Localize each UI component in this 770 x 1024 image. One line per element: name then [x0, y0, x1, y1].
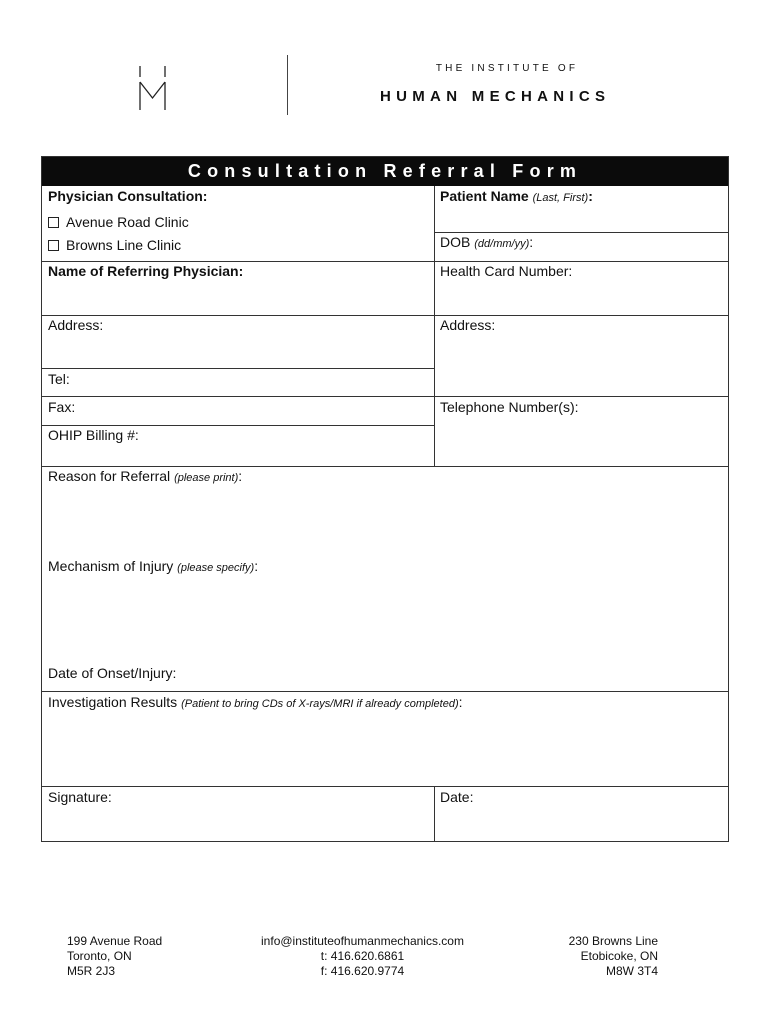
footer-phone: t: 416.620.6861: [320, 949, 405, 963]
physician-address-field[interactable]: Address:: [48, 317, 104, 333]
header-divider: [287, 55, 288, 115]
reason-for-referral-field[interactable]: [48, 468, 242, 484]
patient-name-label: Patient Name: [440, 188, 529, 204]
row-divider-onset: [42, 691, 728, 692]
row-divider-ohip: [42, 466, 728, 467]
patient-name-hint: (Last, First): [532, 192, 589, 204]
dob-hint: (dd/mm/yy): [474, 238, 530, 250]
footer-email[interactable]: info@instituteofhumanmechanics.com: [261, 934, 464, 948]
form-title: Consultation Referral Form: [42, 157, 728, 186]
footer-right-line: Etobicoke, ON: [580, 949, 658, 963]
row-divider-patient-name: [434, 232, 728, 233]
referral-form: [41, 156, 729, 842]
option-avenue-road-label: Avenue Road Clinic: [66, 214, 189, 230]
row-divider-fax: [42, 425, 434, 426]
patient-address-field[interactable]: Address:: [440, 317, 496, 333]
dob-label: DOB: [440, 234, 471, 250]
patient-name-field[interactable]: [440, 188, 593, 204]
date-of-onset-field[interactable]: Date of Onset/Injury:: [48, 665, 177, 681]
mechanism-of-injury-field[interactable]: [48, 558, 258, 574]
column-divider-bottom: [434, 786, 435, 842]
footer-contact: [240, 934, 485, 979]
row-divider-address: [42, 368, 434, 369]
institute-name-line1: THE INSTITUTE OF: [435, 63, 579, 74]
date-field[interactable]: Date:: [440, 789, 474, 805]
dob-suffix: :: [529, 234, 534, 250]
row-divider-physician-name: [42, 315, 728, 316]
row-divider-tel: [42, 396, 728, 397]
footer-right-line: 230 Browns Line: [568, 934, 658, 948]
mechanism-suffix: :: [254, 558, 259, 574]
footer-left-line: 199 Avenue Road: [67, 934, 163, 948]
footer-fax: f: 416.620.9774: [320, 964, 405, 978]
health-card-field[interactable]: Health Card Number:: [440, 263, 573, 279]
footer-left-line: Toronto, ON: [67, 949, 132, 963]
fax-field[interactable]: Fax:: [48, 399, 76, 415]
patient-name-suffix: :: [588, 188, 593, 204]
ohip-billing-field[interactable]: OHIP Billing #:: [48, 427, 139, 443]
option-avenue-road[interactable]: [48, 214, 189, 230]
footer-left-line: M5R 2J3: [67, 964, 116, 978]
reason-hint: (please print): [174, 472, 239, 484]
referring-physician-field[interactable]: Name of Referring Physician:: [48, 263, 244, 279]
checkbox-avenue-road[interactable]: [48, 217, 59, 228]
signature-field[interactable]: Signature:: [48, 789, 112, 805]
reason-label: Reason for Referral: [48, 468, 171, 484]
footer-right-line: M8W 3T4: [605, 964, 658, 978]
physician-consultation-label: Physician Consultation:: [48, 188, 208, 204]
tel-field[interactable]: Tel:: [48, 371, 70, 387]
investigation-hint: (Patient to bring CDs of X-rays/MRI if already completed): [181, 698, 459, 710]
mechanism-hint: (please specify): [177, 562, 255, 574]
institute-name-line2: HUMAN MECHANICS: [380, 88, 611, 105]
investigation-suffix: :: [458, 694, 463, 710]
reason-suffix: :: [238, 468, 243, 484]
hm-monogram-icon: [137, 64, 169, 112]
investigation-label: Investigation Results: [48, 694, 178, 710]
footer-address-browns-line: [500, 934, 658, 979]
row-divider-consultation: [42, 261, 728, 262]
row-divider-investigation: [42, 786, 728, 787]
option-browns-line-label: Browns Line Clinic: [66, 237, 182, 253]
column-divider-top: [434, 186, 435, 467]
footer-address-avenue-road: [67, 934, 162, 979]
dob-field[interactable]: [440, 234, 533, 250]
mechanism-label: Mechanism of Injury: [48, 558, 174, 574]
checkbox-browns-line[interactable]: [48, 240, 59, 251]
option-browns-line[interactable]: [48, 237, 181, 253]
telephone-numbers-field[interactable]: Telephone Number(s):: [440, 399, 579, 415]
investigation-results-field[interactable]: [48, 694, 463, 710]
